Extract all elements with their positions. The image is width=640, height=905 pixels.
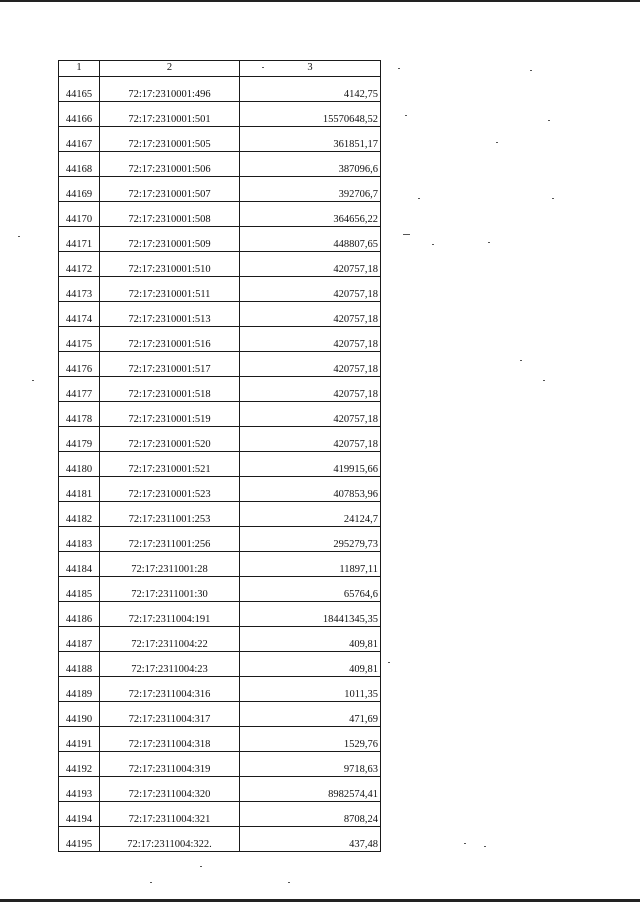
- table-row: [59, 152, 381, 177]
- row-number-cell: 44182: [59, 502, 100, 527]
- table-row: [59, 527, 381, 552]
- cadastral-number-cell: 72:17:2310001:501: [100, 102, 240, 127]
- scan-speck: [18, 236, 20, 237]
- row-number-cell: 44180: [59, 452, 100, 477]
- cadastral-number-cell: 72:17:2311004:319: [100, 752, 240, 777]
- value-cell: 4142,75: [240, 77, 381, 102]
- row-number-cell: 44183: [59, 527, 100, 552]
- value-cell: 420757,18: [240, 252, 381, 277]
- cadastral-number-cell: 72:17:2311001:28: [100, 552, 240, 577]
- table-row: [59, 702, 381, 727]
- row-number-cell: 44188: [59, 652, 100, 677]
- cadastral-number-cell: 72:17:2311004:321: [100, 802, 240, 827]
- table-row: [59, 652, 381, 677]
- cadastral-number-cell: 72:17:2311004:316: [100, 677, 240, 702]
- cadastral-number-cell: 72:17:2310001:513: [100, 302, 240, 327]
- table-row: [59, 377, 381, 402]
- row-number-cell: 44195: [59, 827, 100, 852]
- row-number-cell: 44172: [59, 252, 100, 277]
- value-cell: 8708,24: [240, 802, 381, 827]
- cadastral-number-cell: 72:17:2310001:506: [100, 152, 240, 177]
- row-number-cell: 44194: [59, 802, 100, 827]
- value-cell: 407853,96: [240, 477, 381, 502]
- cadastral-number-cell: 72:17:2310001:509: [100, 227, 240, 252]
- scan-speck: [432, 244, 434, 245]
- table-row: [59, 727, 381, 752]
- scan-speck: [488, 242, 490, 243]
- table-row: [59, 327, 381, 352]
- scan-speck: [552, 198, 554, 199]
- table-row: [59, 402, 381, 427]
- table-row: [59, 827, 381, 852]
- row-number-cell: 44171: [59, 227, 100, 252]
- value-cell: 1011,35: [240, 677, 381, 702]
- table-row: [59, 577, 381, 602]
- row-number-cell: 44192: [59, 752, 100, 777]
- value-cell: 409,81: [240, 627, 381, 652]
- scan-speck: [496, 142, 498, 143]
- row-number-cell: 44191: [59, 727, 100, 752]
- value-cell: 18441345,35: [240, 602, 381, 627]
- table-row: [59, 177, 381, 202]
- table-header: [59, 61, 381, 77]
- scan-speck: [262, 67, 264, 68]
- value-cell: 448807,65: [240, 227, 381, 252]
- row-number-cell: 44169: [59, 177, 100, 202]
- value-cell: 1529,76: [240, 727, 381, 752]
- scan-speck: [484, 846, 486, 847]
- cadastral-number-cell: 72:17:2311004:317: [100, 702, 240, 727]
- value-cell: 11897,11: [240, 552, 381, 577]
- row-number-cell: 44166: [59, 102, 100, 127]
- table-row: [59, 427, 381, 452]
- row-number-cell: 44178: [59, 402, 100, 427]
- cadastral-number-cell: 72:17:2311004:23: [100, 652, 240, 677]
- value-cell: 24124,7: [240, 502, 381, 527]
- row-number-cell: 44173: [59, 277, 100, 302]
- scan-speck: [520, 360, 522, 361]
- row-number-cell: 44179: [59, 427, 100, 452]
- table-row: [59, 277, 381, 302]
- header-col-1: 1: [59, 61, 100, 77]
- cadastral-number-cell: 72:17:2310001:508: [100, 202, 240, 227]
- value-cell: 471,69: [240, 702, 381, 727]
- cadastral-number-cell: 72:17:2310001:518: [100, 377, 240, 402]
- row-number-cell: 44177: [59, 377, 100, 402]
- scan-speck: [288, 882, 290, 883]
- cadastral-number-cell: 72:17:2311001:30: [100, 577, 240, 602]
- row-number-cell: 44175: [59, 327, 100, 352]
- cadastral-number-cell: 72:17:2310001:521: [100, 452, 240, 477]
- cadastral-number-cell: 72:17:2310001:516: [100, 327, 240, 352]
- value-cell: 420757,18: [240, 352, 381, 377]
- value-cell: 361851,17: [240, 127, 381, 152]
- table-body: [59, 77, 381, 852]
- value-cell: 420757,18: [240, 327, 381, 352]
- table-row: [59, 77, 381, 102]
- cadastral-number-cell: 72:17:2311004:322.: [100, 827, 240, 852]
- value-cell: 419915,66: [240, 452, 381, 477]
- scan-speck: [32, 380, 34, 381]
- cadastral-number-cell: 72:17:2310001:520: [100, 427, 240, 452]
- table-row: [59, 127, 381, 152]
- cadastral-number-cell: 72:17:2310001:510: [100, 252, 240, 277]
- row-number-cell: 44176: [59, 352, 100, 377]
- row-number-cell: 44168: [59, 152, 100, 177]
- value-cell: 9718,63: [240, 752, 381, 777]
- cadastral-number-cell: 72:17:2310001:505: [100, 127, 240, 152]
- value-cell: 409,81: [240, 652, 381, 677]
- value-cell: 420757,18: [240, 402, 381, 427]
- scan-speck: [200, 866, 202, 867]
- scan-speck: [405, 115, 407, 116]
- cadastral-number-cell: 72:17:2310001:517: [100, 352, 240, 377]
- cadastral-table: [58, 60, 381, 852]
- value-cell: 420757,18: [240, 427, 381, 452]
- value-cell: 65764,6: [240, 577, 381, 602]
- value-cell: 8982574,41: [240, 777, 381, 802]
- page-bottom-edge: [0, 899, 640, 902]
- value-cell: 392706,7: [240, 177, 381, 202]
- header-col-2: 2: [100, 61, 240, 77]
- scan-speck: [398, 68, 400, 69]
- table-row: [59, 552, 381, 577]
- table-row: [59, 502, 381, 527]
- row-number-cell: 44181: [59, 477, 100, 502]
- row-number-cell: 44170: [59, 202, 100, 227]
- scan-speck: [548, 120, 550, 121]
- cadastral-number-cell: 72:17:2310001:519: [100, 402, 240, 427]
- row-number-cell: 44189: [59, 677, 100, 702]
- table-row: [59, 752, 381, 777]
- row-number-cell: 44187: [59, 627, 100, 652]
- cadastral-number-cell: 72:17:2310001:496: [100, 77, 240, 102]
- row-number-cell: 44165: [59, 77, 100, 102]
- header-row: [59, 61, 381, 77]
- table-row: [59, 252, 381, 277]
- scan-speck: [464, 843, 466, 844]
- row-number-cell: 44186: [59, 602, 100, 627]
- value-cell: 387096,6: [240, 152, 381, 177]
- row-number-cell: 44174: [59, 302, 100, 327]
- table-row: [59, 352, 381, 377]
- table-row: [59, 627, 381, 652]
- row-number-cell: 44184: [59, 552, 100, 577]
- row-number-cell: 44185: [59, 577, 100, 602]
- row-number-cell: 44190: [59, 702, 100, 727]
- value-cell: 15570648,52: [240, 102, 381, 127]
- table-row: [59, 202, 381, 227]
- scan-speck: [150, 882, 152, 883]
- value-cell: 420757,18: [240, 302, 381, 327]
- value-cell: 295279,73: [240, 527, 381, 552]
- table-row: [59, 777, 381, 802]
- cadastral-number-cell: 72:17:2310001:511: [100, 277, 240, 302]
- value-cell: 420757,18: [240, 377, 381, 402]
- table-row: [59, 452, 381, 477]
- value-cell: 437,48: [240, 827, 381, 852]
- cadastral-number-cell: 72:17:2310001:507: [100, 177, 240, 202]
- table-row: [59, 102, 381, 127]
- table-row: [59, 677, 381, 702]
- header-col-3: 3: [240, 61, 381, 77]
- row-number-cell: 44193: [59, 777, 100, 802]
- table-row: [59, 302, 381, 327]
- cadastral-number-cell: 72:17:2311004:320: [100, 777, 240, 802]
- scan-speck: [403, 234, 410, 235]
- scan-speck: [418, 198, 420, 199]
- table-row: [59, 602, 381, 627]
- cadastral-number-cell: 72:17:2311001:253: [100, 502, 240, 527]
- cadastral-number-cell: 72:17:2310001:523: [100, 477, 240, 502]
- table-row: [59, 477, 381, 502]
- scan-speck: [388, 662, 390, 663]
- value-cell: 364656,22: [240, 202, 381, 227]
- scan-speck: [543, 380, 545, 381]
- row-number-cell: 44167: [59, 127, 100, 152]
- cadastral-number-cell: 72:17:2311004:191: [100, 602, 240, 627]
- cadastral-number-cell: 72:17:2311004:318: [100, 727, 240, 752]
- scan-speck: [530, 70, 532, 71]
- cadastral-number-cell: 72:17:2311001:256: [100, 527, 240, 552]
- table-row: [59, 227, 381, 252]
- value-cell: 420757,18: [240, 277, 381, 302]
- cadastral-number-cell: 72:17:2311004:22: [100, 627, 240, 652]
- page-top-edge: [0, 0, 640, 2]
- table-row: [59, 802, 381, 827]
